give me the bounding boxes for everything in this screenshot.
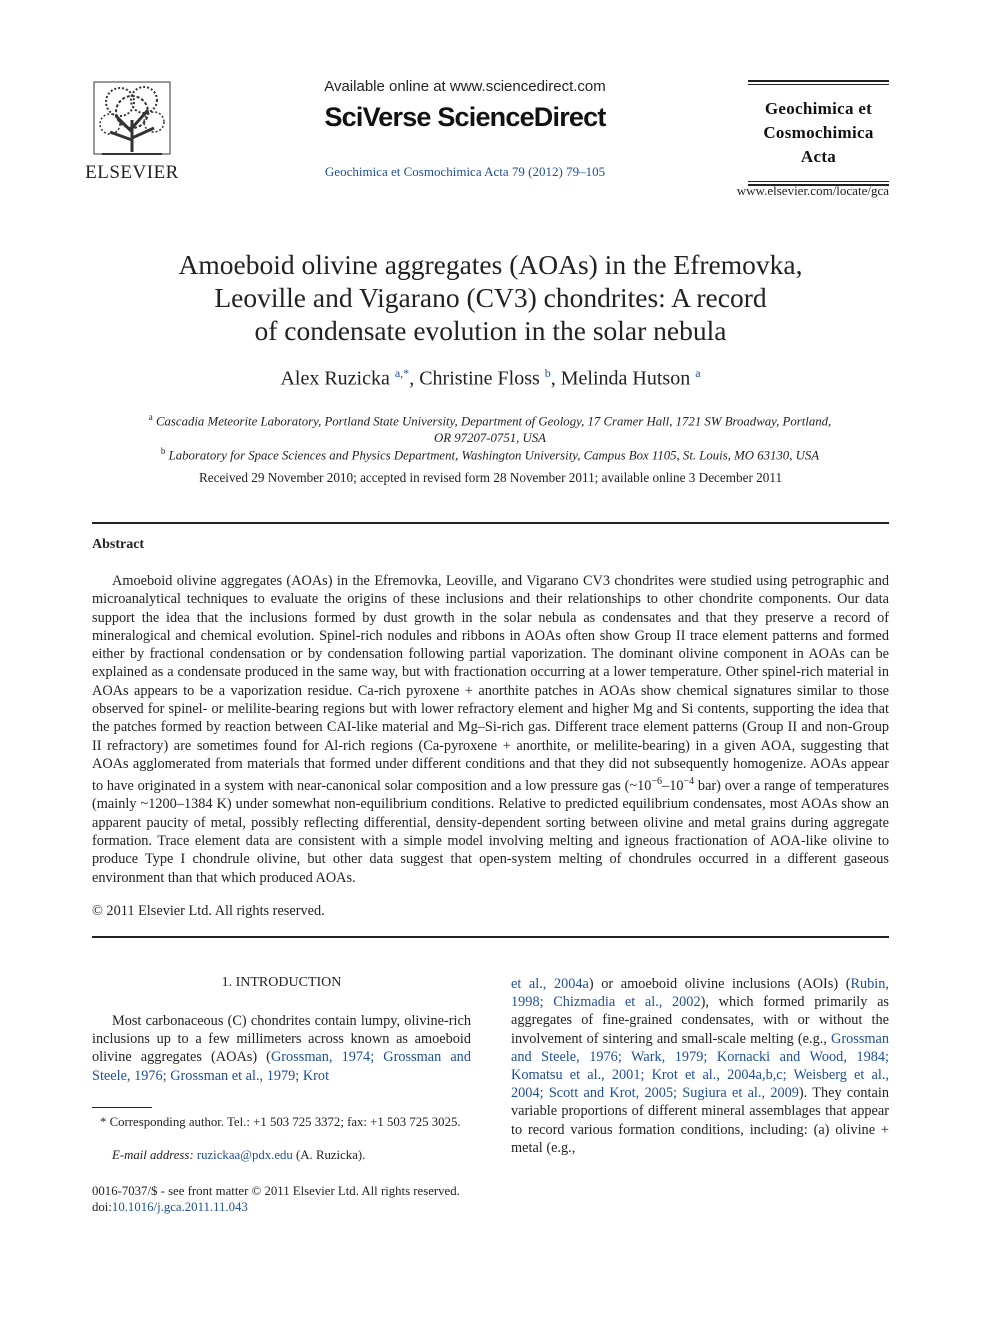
- journal-url-link[interactable]: www.elsevier.com/locate/gca: [736, 183, 889, 198]
- email-suffix: (A. Ruzicka).: [292, 1148, 366, 1162]
- abstract-text: Amoeboid olivine aggregates (AOAs) in the Efremovka, Leoville, and Vigarano CV3 chondrites were studied using petrographic and microanalytical techniques to evaluate the origins of these inclusions and their relationships to other chondrite components. Our data support the idea that the inclusions formed by dust growth in the solar nebula as condensates and that they preserve a record of mineralogical and chemical evolution. Spinel-rich nodules and ribbons in AOAs often show Group II trace element patterns and formed either by fractional condensation or by condensation following partial vaporization. The dominant olivine component in AOAs can be explained as a condensate produced in the same way, but with fractionation occurring at a lower temperature. Other spinel-rich material in AOAs appears to be a vaporization residue. Ca-rich pyroxene + anorthite patches in AOAs show chemical signatures similar to those observed for spinel- or melilite-bearing regions but with lower refractory element and higher Mg and Si contents, supporting the idea that the patches formed by reaction between CAI-like material and Mg–Si-rich gas. Different trace element patterns (Group II and non-Group II refractory) are sometimes found for Al-rich regions (Ca-pyroxene + anorthite, or melilite-bearing) in a given AOA, suggesting that AOAs agglomerated from materials that formed under different conditions and that they did not subsequently homogenize. AOAs appear to have originated in a system with near-canonical solar composition and a low pressure gas (~10: [92, 573, 889, 795]
- citation-link[interactable]: Grossman, 1974; Grossman and Steele, 1976; Grossman et al., 1979; Krot: [92, 1049, 471, 1084]
- elsevier-logo[interactable]: [80, 80, 184, 184]
- title-line: of condensate evolution in the solar nebula: [254, 315, 727, 346]
- article-title: [92, 248, 889, 347]
- abstract-rule-bottom: [92, 936, 889, 938]
- author-name[interactable]: Melinda Hutson: [560, 367, 691, 390]
- article-dates: Received 29 November 2010; accepted in revised form 28 November 2011; available online 3 December 2011: [198, 470, 783, 485]
- author-name[interactable]: Christine Floss: [419, 367, 540, 390]
- citation-link[interactable]: Rubin, 1998; Chizmadia et al., 2002: [511, 976, 889, 1011]
- doi-line: [92, 1200, 248, 1215]
- intro-column-left: [92, 1012, 471, 1085]
- affiliation-key: a: [148, 412, 153, 422]
- affiliation-text: Laboratory for Space Sciences and Physics Department, Washington University, Campus Box 1105, St. Louis, MO 63130, USA: [168, 448, 820, 463]
- author-name[interactable]: Alex Ruzicka: [280, 367, 390, 390]
- publisher-name: ELSEVIER: [85, 162, 179, 183]
- email-label: E-mail address:: [112, 1148, 194, 1162]
- doi-link[interactable]: 10.1016/j.gca.2011.11.043: [111, 1200, 248, 1214]
- author-sup[interactable]: a,*: [394, 366, 410, 380]
- intro-text: ) or amoeboid olivine inclusions (AOIs) (: [588, 976, 851, 992]
- journal-title: [748, 85, 889, 179]
- affiliation-b: [100, 443, 880, 464]
- intro-text: Most carbonaceous (C) chondrites contain lumpy, olivine-rich inclusions up to a few millimeters across known as amoeboid olivine aggregates (AOAs) (: [92, 1013, 471, 1066]
- abstract-text: bar) over a range of temperatures (mainly ~1200–1384 K) under somewhat non-equilibrium conditions. Relative to predicted equilibrium condensates, most AOAs show an apparent paucity of metal, possibly reflecting differential, density-dependent sorting between olivine and metal grains during aggregate formation. Trace element data are consistent with a simple model involving melting and igneous fractionation of AOA-like olivine to produce Type I chondrule olivine, but other data suggest that open-system melting of chondrules occurred in a different gaseous environment than that which produced AOAs.: [92, 778, 890, 886]
- intro-text: ). They contain variable proportions of different mineral assemblages that appear to record various formation conditions, including: (a) olivine + metal (e.g.,: [511, 1085, 889, 1156]
- journal-reference-link[interactable]: Geochimica et Cosmochimica Acta 79 (2012) 79–105: [324, 164, 606, 179]
- citation-link[interactable]: Grossman and Steele, 1976; Wark, 1979; Kornacki and Wood, 1984; Komatsu et al., 2001; Krot et al., 2004a,b,c; Weisberg et al., 2004; Scott and Krot, 2005; Sugiura et al., 2009: [511, 1030, 889, 1102]
- abstract-heading: Abstract: [92, 537, 145, 552]
- abstract-text: –10: [662, 778, 684, 795]
- intro-text: ), which formed primarily as aggregates of fine-grained condensates, with or without the involvement of sintering and small-scale melting (e.g.,: [511, 994, 889, 1047]
- journal-title-rule-top: [748, 80, 889, 82]
- available-online: Available online at www.sciencedirect.com: [324, 78, 606, 95]
- author-sup[interactable]: a: [695, 366, 701, 380]
- abstract-copyright: © 2011 Elsevier Ltd. All rights reserved.: [92, 903, 325, 919]
- section-heading-introduction: 1. INTRODUCTION: [221, 975, 342, 990]
- affiliation-text: Cascadia Meteorite Laboratory, Portland State University, Department of Geology, 17 Cramer Hall, 1721 SW Broadway, Portland,: [155, 414, 832, 429]
- issn-line: 0016-7037/$ - see front matter © 2011 Elsevier Ltd. All rights reserved.: [92, 1184, 460, 1198]
- footnote-rule: [92, 1107, 152, 1108]
- title-line: Leoville and Vigarano (CV3) chondrites: A record: [214, 282, 767, 313]
- intro-column-right: [511, 975, 889, 1157]
- author-list: Alex Ruzicka $^{a,*}$, Christine Floss $^b$, Melinda Hutson $^a$: [280, 366, 701, 390]
- doi-label: doi:: [92, 1200, 112, 1214]
- email-note: [92, 1147, 471, 1164]
- abstract-body: [92, 572, 889, 887]
- affiliation-a: [100, 409, 880, 447]
- abstract-exponent: −6: [651, 776, 663, 788]
- journal-title-rule-bottom-thin: [748, 181, 889, 182]
- email-link[interactable]: ruzickaa@pdx.edu: [196, 1148, 293, 1162]
- affiliation-key: b: [160, 446, 166, 456]
- author-sup[interactable]: b: [544, 366, 551, 380]
- citation-link[interactable]: et al., 2004a: [511, 976, 589, 992]
- title-line: Amoeboid olivine aggregates (AOAs) in the Efremovka,: [178, 249, 803, 280]
- journal-title-block: [748, 80, 889, 186]
- journal-title-line: Cosmochimica: [763, 123, 874, 142]
- abstract-exponent: −4: [683, 776, 695, 788]
- journal-title-line: Acta: [800, 147, 837, 166]
- affiliation-text: OR 97207-0751, USA: [434, 431, 546, 446]
- abstract-rule-top: [92, 522, 889, 524]
- corresponding-author-note: * Corresponding author. Tel.: +1 503 725 3372; fax: +1 503 725 3025.: [100, 1115, 461, 1129]
- sciverse-brand[interactable]: SciVerse ScienceDirect: [324, 102, 606, 132]
- journal-title-line: Geochimica et: [764, 99, 873, 118]
